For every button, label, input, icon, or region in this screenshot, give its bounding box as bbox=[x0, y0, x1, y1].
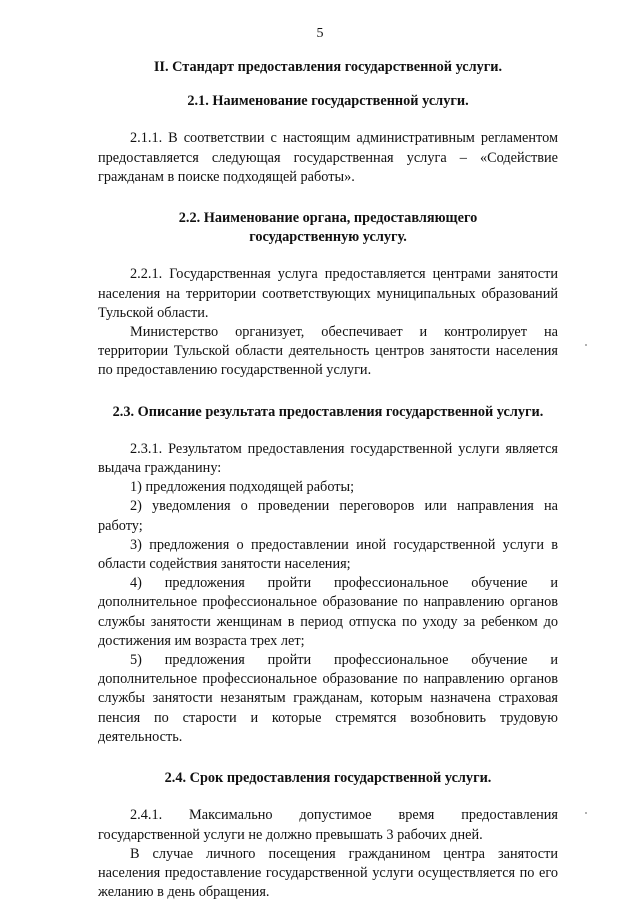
heading-2-2-line1: 2.2. Наименование органа, предоставляющего bbox=[178, 210, 478, 227]
heading-2-4: 2.4. Срок предоставления государственной услуги. bbox=[164, 770, 492, 787]
paragraph-2-1-1: 2.1.1. В соответствии с настоящим административным регламентом предоставляется следующая государственная услуга – «Содействие гражданам в поиске подходящей работы». bbox=[98, 130, 558, 185]
heading-2-1: 2.1. Наименование государственной услуги. bbox=[187, 93, 469, 110]
heading-2-2-line2: государственную услугу. bbox=[249, 229, 407, 246]
scan-speck bbox=[585, 812, 587, 814]
page-number: 5 bbox=[316, 26, 324, 41]
section-title: II. Стандарт предоставления государственной услуги. bbox=[153, 59, 503, 75]
list-item-1: 1) предложения подходящей работы; bbox=[130, 479, 355, 496]
list-item-5: 5) предложения пройти профессиональное обучение и дополнительное профессиональное образование по направлению органов службы занятости незанятым гражданам, которым назначена страховая пенсия по старости и которые стремятся возобновить трудовую деятельность. bbox=[98, 652, 558, 745]
list-item-2: 2) уведомления о проведении переговоров или направления на работу; bbox=[98, 498, 558, 534]
paragraph-2-4-2: В случае личного посещения гражданином центра занятости населения предоставление государственной услуги осуществляется по его желанию в день обращения. bbox=[98, 845, 558, 901]
paragraph-2-3-1: 2.3.1. Результатом предоставления государственной услуги является выдача гражданину: bbox=[98, 440, 558, 477]
document-body bbox=[98, 58, 558, 902]
list-item-3: 3) предложения о предоставлении иной государственной услуги в области содействия занятости населения; bbox=[98, 536, 558, 573]
paragraph-2-4-1: 2.4.1. Максимально допустимое время предоставления государственной услуги не должно превышать 3 рабочих дней. bbox=[98, 807, 558, 843]
scan-speck bbox=[585, 344, 587, 346]
heading-2-3: 2.3. Описание результата предоставления государственной услуги. bbox=[112, 403, 544, 420]
paragraph-2-2-2: Министерство организует, обеспечивает и контролирует на территории Тульской области деятельность центров занятости населения по предоставлению государственной услуги. bbox=[98, 324, 558, 379]
paragraph-2-2-1: 2.2.1. Государственная услуга предоставляется центрами занятости населения на территории соответствующих муниципальных образований Тульской области. bbox=[98, 266, 558, 321]
heading-2-2 bbox=[98, 209, 558, 247]
list-item-4: 4) предложения пройти профессиональное обучение и дополнительное профессиональное образование по направлению органов службы занятости женщинам в период отпуска по уходу за ребенком до достижения им возраста трех лет; bbox=[98, 575, 558, 649]
